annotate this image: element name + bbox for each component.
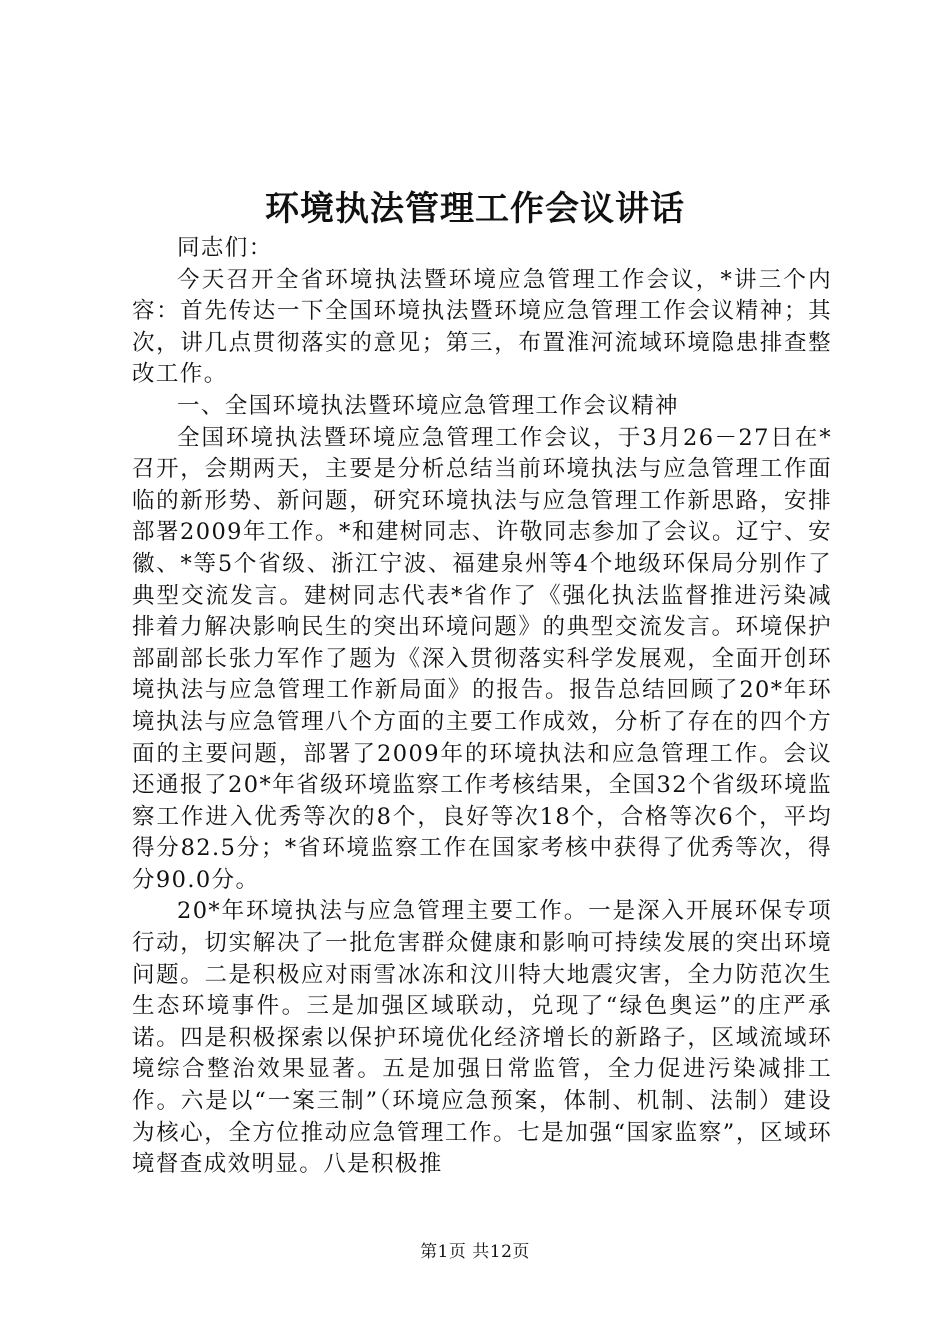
meeting-summary-paragraph: 全国环境执法暨环境应急管理工作会议，于3月26－27日在*召开，会期两天，主要是分析总结当前环境执法与应急管理工作面临的新形势、新问题，研究环境执法与应急管理工作新思路，安排部署2009年工作。*和建树同志、许敬同志参加了会议。辽宁、安徽、*等5个省级、浙江宁波、福建泉州等4个地级环保局分别作了典型交流发言。建树同志代表*省作了《强化执法监督推进污染减排着力解决影响民生的突出环境问题》的典型交流发言。环境保护部副部长张力军作了题为《深入贯彻落实科学发展观，全面开创环境执法与应急管理工作新局面》的报告。报告总结回顾了20*年环境执法与应急管理八个方面的主要工作成效，分析了存在的四个方面的主要问题，部署了2009年的环境执法和应急管理工作。会议还通报了20*年省级环境监察工作考核结果，全国32个省级环境监察工作进入优秀等次的8个，良好等次18个，合格等次6个，平均得分82.5分；*省环境监察工作在国家考核中获得了优秀等次，得分90.0分。 — [132, 424, 832, 893]
section-heading: 一、全国环境执法暨环境应急管理工作会议精神 — [177, 392, 679, 419]
document-body — [132, 233, 832, 1181]
main-work-paragraph: 20*年环境执法与应急管理主要工作。一是深入开展环保专项行动，切实解决了一批危害群众健康和影响可持续发展的突出环境问题。二是积极应对雨雪冰冻和汶川特大地震灾害，全力防范次生生态环境事件。三是加强区域联动，兑现了“绿色奥运”的庄严承诺。四是积极探索以保护环境优化经济增长的新路子，区域流域环境综合整治效果显著。五是加强日常监管，全力促进污染减排工作。六是以“一案三制”（环境应急预案，体制、机制、法制）建设为核心，全方位推动应急管理工作。七是加强“国家监察”，区域环境督查成效明显。八是积极推 — [132, 898, 832, 1178]
salutation-paragraph: 同志们： — [177, 235, 273, 261]
page-number-footer: 第1页 共12页 — [420, 1242, 530, 1262]
intro-paragraph: 今天召开全省环境执法暨环境应急管理工作会议，*讲三个内容：首先传达一下全国环境执法暨环境应急管理工作会议精神；其次，讲几点贯彻落实的意见；第三，布置淮河流域环境隐患排查整改工作。 — [132, 266, 832, 388]
document-title: 环境执法管理工作会议讲话 — [265, 189, 685, 229]
